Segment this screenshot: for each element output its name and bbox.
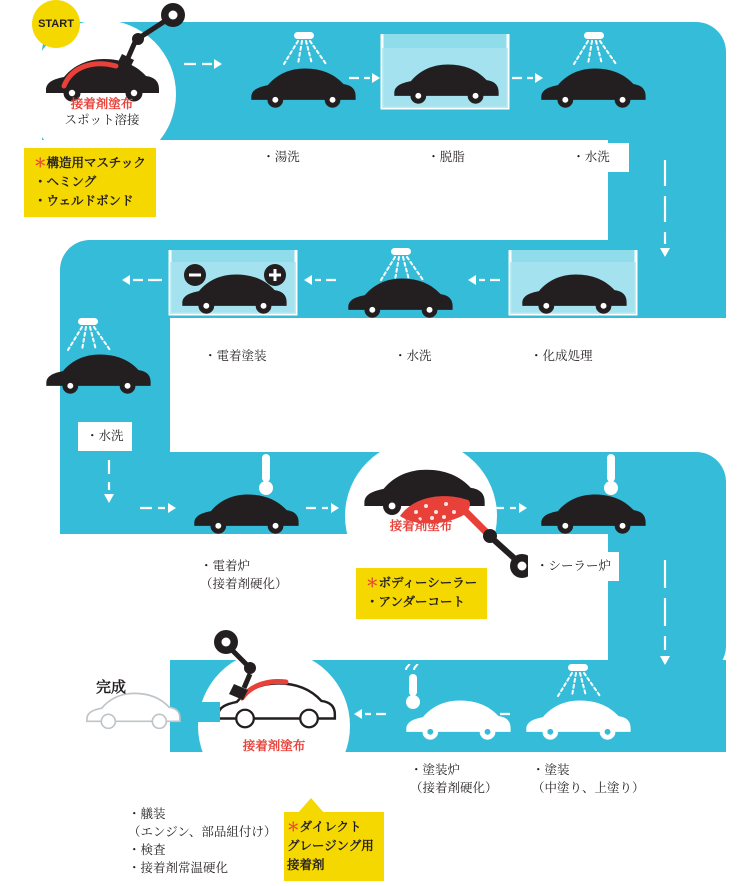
car-silhouette-station-12 [518,694,638,742]
station-12-line1: ・塗装 [532,763,570,777]
callout-3-star: ＊ [287,820,300,834]
car-silhouette-station-9 [186,488,306,536]
car-silhouette-station-13 [398,694,518,742]
callout-3-line1: ダイレクト [299,820,362,834]
flow-arrow-2 [349,70,383,86]
band-cut-2 [170,318,726,452]
flow-arrow-11 [348,706,388,722]
adhesive-bead-1 [60,56,140,92]
flow-arrow-rowdrop-1 [656,160,674,270]
station-1-label-line2: スポット溶接 [64,113,140,127]
car-silhouette-station-4 [533,62,653,110]
flow-arrow-4 [464,272,502,288]
car-silhouette-station-6 [340,272,460,320]
station-11-caption: ・シーラー炉 [528,552,619,581]
station-13-caption [402,756,506,803]
car-silhouette-station-2 [243,62,363,110]
station-2-caption: ・湯洗 [243,143,319,172]
station-4-caption: ・水洗 [553,143,629,172]
callout-1-star: ＊ [34,156,47,170]
station-3-caption: ・脱脂 [408,143,484,172]
station-14-label: 接着剤塗布 [242,739,306,753]
car-silhouette-station-11 [533,488,653,536]
car-silhouette-station-7 [176,268,292,316]
callout-2-line1: ボディーシーラー [378,576,478,590]
callout-1-line1: 構造用マスチック [46,156,146,170]
station-15-line2: （エンジン、部品組付け） [128,825,277,840]
callout-2-line2: ・アンダーコート [366,594,466,609]
station-1-label-line1: 接着剤塗布 [70,97,134,111]
flow-arrow-6 [104,272,164,288]
car-silhouette-station-8 [38,348,158,396]
callout-body-sealer [356,568,487,619]
flow-arrow-7 [140,500,178,516]
station-9-caption [192,552,296,599]
station-12-line2: （中塗り、上塗り） [532,781,645,796]
flow-arrow-rowdrop-2 [100,460,118,506]
callout-structural-mastic [24,148,156,217]
finish-label: 完成 [96,679,127,696]
callout-1-line3: ・ウェルドボンド [34,193,134,208]
callout-1-line2: ・ヘミング [34,174,97,189]
flow-arrow-8 [306,500,342,516]
station-15-line4: ・接着剤常温硬化 [128,861,229,876]
callout-3-line2: グレージング用 [287,838,374,853]
callout-3-line3: 接着剤 [287,857,325,872]
station-12-caption [524,756,653,803]
station-15-caption [120,800,284,884]
start-badge: START [32,0,80,48]
station-5-caption: ・化成処理 [522,342,601,371]
station-6-caption: ・水洗 [386,342,440,371]
flow-arrow-1 [182,56,226,72]
station-8-caption: ・水洗 [78,422,132,451]
car-silhouette-station-3 [388,58,504,106]
callout-direct-glazing [277,812,384,881]
flow-arrow-rowdrop-3 [656,560,674,680]
station-15-line1: ・艤装 [128,807,166,821]
flow-arrow-5 [300,272,338,288]
callout-2-star: ＊ [366,576,379,590]
station-9-line2: （接着剤硬化） [200,577,288,592]
station-15-line3: ・検査 [128,843,166,858]
station-7-caption: ・電着塗装 [196,342,275,371]
station-9-line1: ・電着炉 [200,559,251,573]
callout-3-pointer [295,798,327,814]
car-silhouette-station-5 [516,268,632,316]
station-13-line2: （接着剤硬化） [410,781,498,796]
station-13-line1: ・塗装炉 [410,763,461,777]
flow-arrow-9 [494,500,530,516]
station-10-label: 接着剤塗布 [389,519,453,533]
